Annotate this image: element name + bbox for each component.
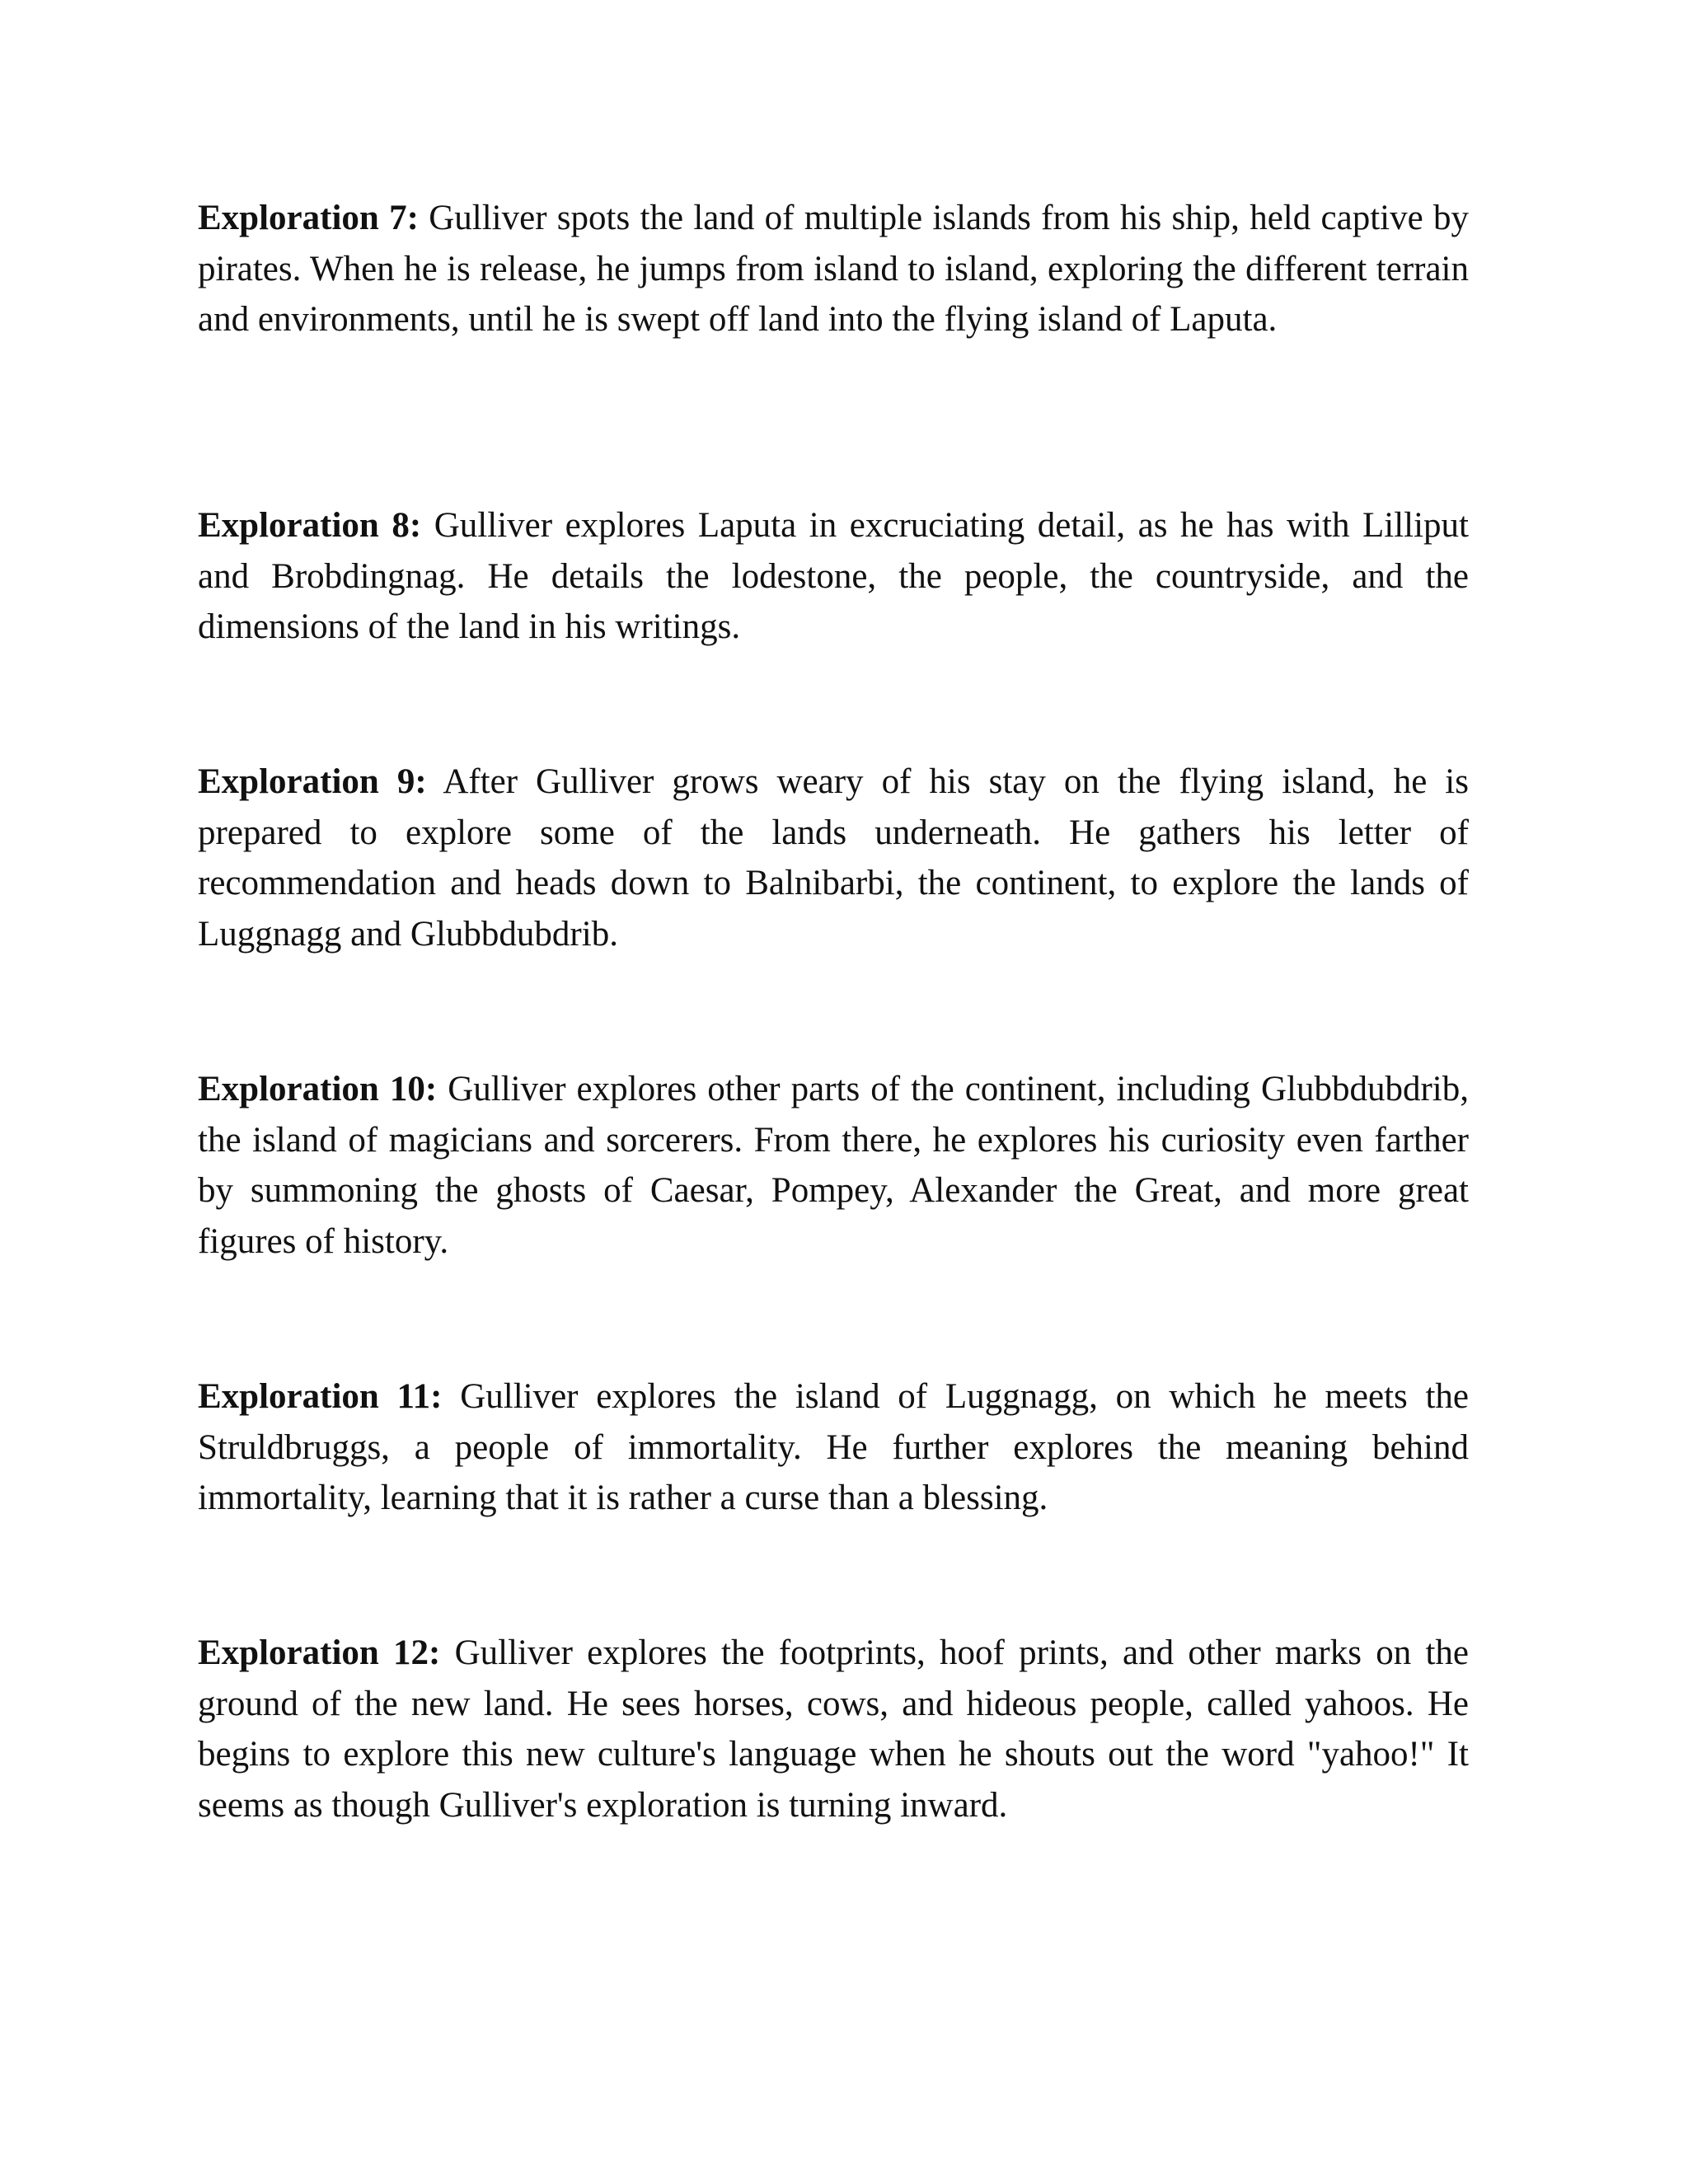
exploration-12-label: Exploration 12: [198, 1633, 441, 1672]
exploration-11-text: Gulliver explores the island of Luggnagg, on which he meets the Struldbruggs, a people of immortality. He further explores the meaning behind immortality, learning that it is rather a curse than a blessing. [198, 1377, 1470, 1517]
exploration-11-label: Exploration 11: [198, 1377, 443, 1416]
exploration-7-label: Exploration 7: [198, 199, 419, 237]
exploration-9-paragraph [198, 757, 1469, 959]
exploration-8-text: Gulliver explores Laputa in excruciating detail, as he has with Lilliput and Brobdingnag. He details the lodestone, the people, the countryside, and the dimensions of the land in his writings. [198, 506, 1470, 646]
exploration-9-text: After Gulliver grows weary of his stay on the flying island, he is prepared to explore some of the lands underneath. He gathers his letter of recommendation and heads down to Balnibarbi, the continent, to explore the lands of Luggnagg and Glubbdubdrib. [198, 762, 1469, 954]
exploration-8-paragraph [198, 500, 1469, 653]
exploration-12-text: Gulliver explores the footprints, hoof prints, and other marks on the ground of the new land. He sees horses, cows, and hideous people, called yahoos. He begins to explore this new culture's language when he shouts out the word "yahoo!" It seems as though Gulliver's exploration is turning inward. [198, 1633, 1469, 1825]
exploration-8-label: Exploration 8: [198, 506, 422, 545]
exploration-7-paragraph [198, 193, 1469, 345]
exploration-11-paragraph [198, 1371, 1469, 1524]
exploration-12-paragraph [198, 1628, 1469, 1830]
exploration-10-label: Exploration 10: [198, 1070, 438, 1108]
exploration-10-text: Gulliver explores other parts of the continent, including Glubbdubdrib, the island of magicians and sorcerers. From there, he explores his curiosity even farther by summoning the ghosts of Caesar, Pompey, Alexander the Great, and more great figures of history. [198, 1070, 1469, 1261]
exploration-9-label: Exploration 9: [198, 762, 427, 801]
exploration-7-text: Gulliver spots the land of multiple islands from his ship, held captive by pirates. When he is release, he jumps from island to island, exploring the different terrain and environments, until he is swept off land into the flying island of Laputa. [198, 199, 1469, 339]
exploration-10-paragraph [198, 1064, 1469, 1267]
